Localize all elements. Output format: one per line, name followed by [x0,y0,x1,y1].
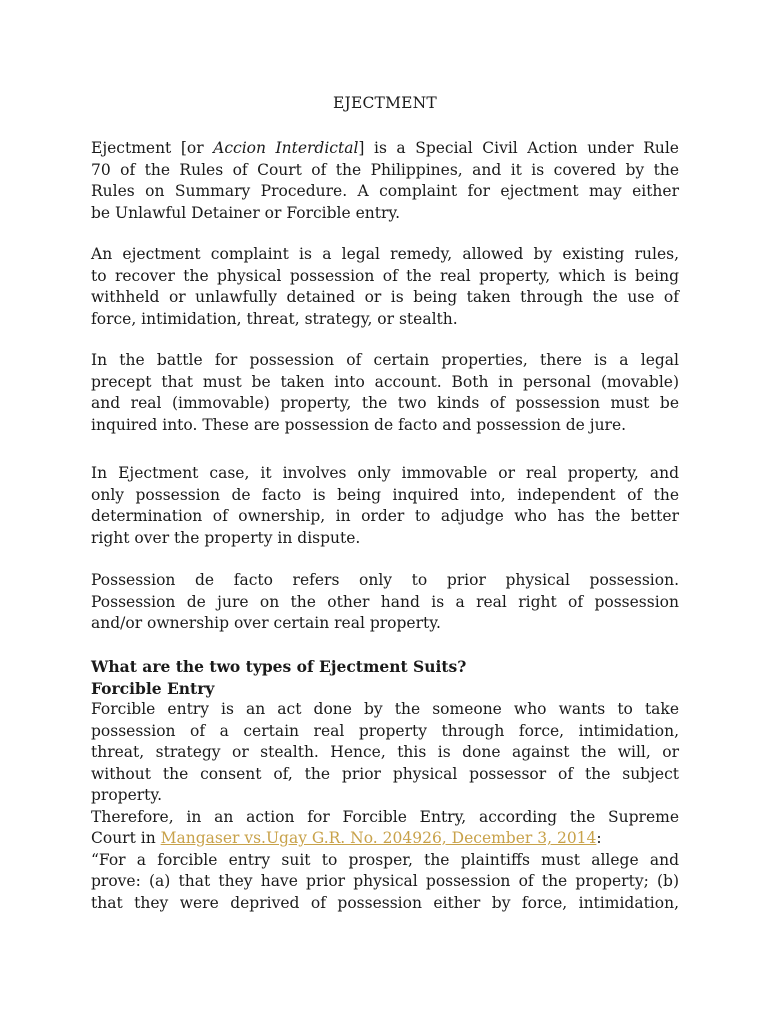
paragraph-line: only possession de facto is being inquired into, independent of the [91,485,679,504]
paragraph-intro [91,138,679,224]
section-forcible-entry [91,656,679,914]
paragraph-ejectment-case [91,463,679,549]
paragraph-line: withheld or unlawfully detained or is being taken through the use of [91,288,679,306]
paragraph-line: “For a forcible entry suit to prosper, the plaintiffs must allege and [91,850,679,869]
paragraph-line: inquired into. These are possession de facto and possession de jure. [91,415,627,434]
paragraph-line: to recover the physical possession of the real property, which is being [91,266,679,285]
paragraph-line: Forcible entry is an act done by the someone who wants to take [91,700,679,718]
paragraph-line: precept that must be taken into account. Both in personal (movable) [91,372,679,391]
paragraph-line: An ejectment complaint is a legal remedy, allowed by existing rules, [91,245,679,263]
paragraph-line: and real (immovable) property, the two kinds of possession must be [91,394,679,412]
paragraph-line: property. [91,786,163,804]
paragraph-line: force, intimidation, threat, strategy, or stealth. [91,309,458,328]
document-title: EJECTMENT [333,94,437,112]
paragraph-line: Ejectment [or Accion Interdictal] is a Special Civil Action under Rule [91,139,679,157]
paragraph-line: that they were deprived of possession either by force, intimidation, [91,893,679,912]
italic-term: Accion Interdictal [213,139,359,157]
paragraph-line: and/or ownership over certain real property. [91,614,441,632]
paragraph-line: Rules on Summary Procedure. A complaint for ejectment may either [91,182,679,200]
paragraph-line: Possession de facto refers only to prior physical possession. [91,571,679,589]
paragraph-line: Court in Mangaser vs.Ugay G.R. No. 204926, December 3, 2014: [91,829,602,847]
paragraph-remedy [91,244,679,330]
paragraph-line: 70 of the Rules of Court of the Philippines, and it is covered by the [91,160,679,179]
paragraph-line: threat, strategy or stealth. Hence, this is done against the will, or [91,743,679,761]
paragraph-line: determination of ownership, in order to adjudge who has the better [91,507,679,525]
paragraph-line: without the consent of, the prior physical possessor of the subject [91,764,679,783]
case-citation-link[interactable]: Mangaser vs.Ugay G.R. No. 204926, December 3, 2014 [160,829,597,847]
paragraph-de-facto [91,570,679,635]
paragraph-line: be Unlawful Detainer or Forcible entry. [91,203,401,222]
paragraph-line: prove: (a) that they have prior physical possession of the property; (b) [91,872,679,890]
paragraph-line: right over the property in dispute. [91,528,361,547]
paragraph-line: In the battle for possession of certain properties, there is a legal [91,351,679,369]
section-subheading: Forcible Entry [91,678,215,698]
paragraph-line: Possession de jure on the other hand is a real right of possession [91,592,679,611]
paragraph-line: possession of a certain real property through force, intimidation, [91,721,679,740]
paragraph-line: In Ejectment case, it involves only immovable or real property, and [91,464,679,482]
section-question-heading: What are the two types of Ejectment Suits? [91,657,467,676]
paragraph-line: Therefore, in an action for Forcible Entry, according the Supreme [91,807,679,826]
paragraph-possession [91,350,679,436]
